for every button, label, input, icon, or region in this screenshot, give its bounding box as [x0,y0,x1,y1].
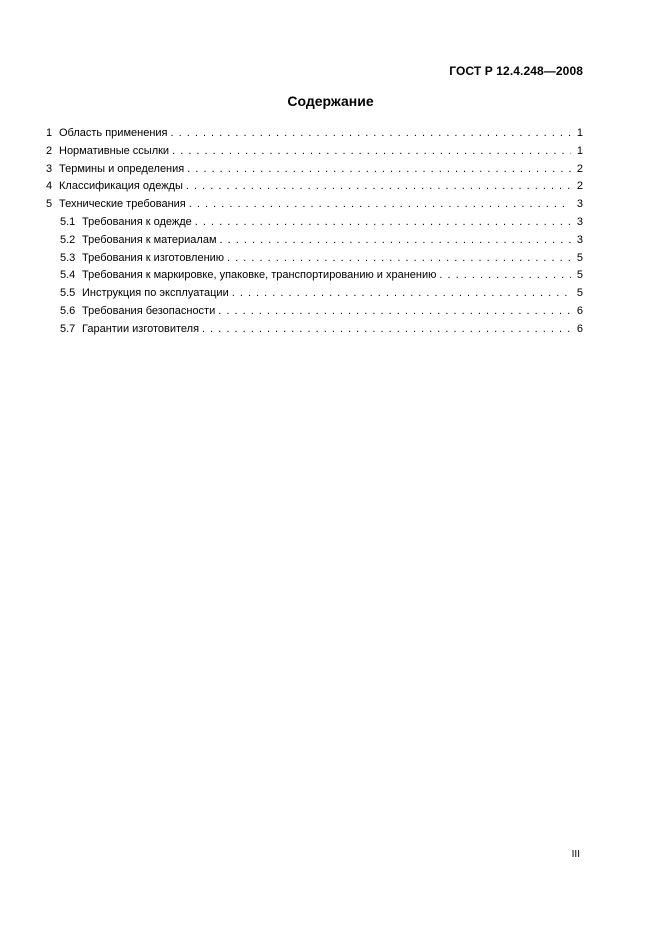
page-number: III [571,849,580,860]
toc-leader-dots [186,178,571,196]
toc-entry-label: Требования к материалам [82,233,217,246]
toc-entry-page: 2 [576,180,583,193]
toc-entry-number: 5.5 [60,287,76,300]
toc-leader-dots [220,232,571,250]
toc-entry-page: 5 [576,251,583,264]
toc-entry-page: 5 [576,269,583,282]
toc-entry-number: 5 [46,198,53,211]
toc-leader-dots [439,267,571,285]
toc-subentry[interactable] [46,303,583,321]
toc-entry-label: Требования безопасности [82,304,216,317]
toc-entry[interactable] [46,125,583,143]
toc-leader-dots [232,285,571,303]
toc-entry-number: 4 [46,180,53,193]
toc-entry-label: Гарантии изготовителя [82,322,200,335]
toc-entry-label: Инструкция по эксплуатации [82,287,229,300]
toc-entry-number: 5.6 [60,304,76,317]
toc-entry-page: 2 [576,162,583,175]
toc-leader-dots [171,125,572,143]
toc-entry[interactable] [46,161,583,179]
toc-entry-label: Область применения [59,127,168,139]
toc-subentry[interactable] [46,267,583,285]
toc-leader-dots [202,321,571,339]
toc-subentry[interactable] [46,214,583,232]
toc-entry-page: 3 [576,233,583,246]
toc-entry-number: 1 [46,127,53,139]
toc-leader-dots [187,161,571,179]
toc-entry-page: 6 [576,322,583,335]
table-of-contents [46,125,583,339]
toc-title: Содержание [287,93,374,109]
toc-entry-number: 2 [46,144,53,157]
toc-entry-page: 3 [576,215,583,228]
toc-entry-number: 5.3 [60,251,76,264]
toc-entry-label: Требования к изготовлению [82,251,225,264]
toc-entry-label: Технические требования [59,198,186,211]
toc-entry-label: Термины и определения [59,162,185,175]
toc-leader-dots [172,143,571,161]
toc-entry-number: 3 [46,162,53,175]
toc-entry-number: 5.1 [60,215,76,228]
toc-entry-page: 6 [576,304,583,317]
toc-subentry[interactable] [46,232,583,250]
toc-leader-dots [227,250,571,268]
document-code: ГОСТ Р 12.4.248—2008 [449,64,583,78]
toc-entry[interactable] [46,196,583,214]
toc-subentry[interactable] [46,285,583,303]
toc-entry[interactable] [46,178,583,196]
toc-entry-page: 5 [576,287,583,300]
toc-entry-label: Нормативные ссылки [59,144,170,157]
toc-entry-page: 3 [576,198,583,211]
toc-entry-label: Требования к одежде [82,215,192,228]
toc-subentry[interactable] [46,250,583,268]
toc-entry-label: Классификация одежды [59,180,183,193]
toc-entry-page: 1 [576,144,583,157]
toc-subentry[interactable] [46,321,583,339]
toc-leader-dots [195,214,571,232]
toc-leader-dots [218,303,571,321]
toc-entry[interactable] [46,143,583,161]
toc-entry-label: Требования к маркировке, упаковке, транспортированию и хранению [82,269,437,282]
toc-entry-number: 5.4 [60,269,76,282]
toc-entry-page: 1 [576,127,583,139]
toc-leader-dots [189,196,571,214]
toc-entry-number: 5.7 [60,322,76,335]
toc-entry-number: 5.2 [60,233,76,246]
